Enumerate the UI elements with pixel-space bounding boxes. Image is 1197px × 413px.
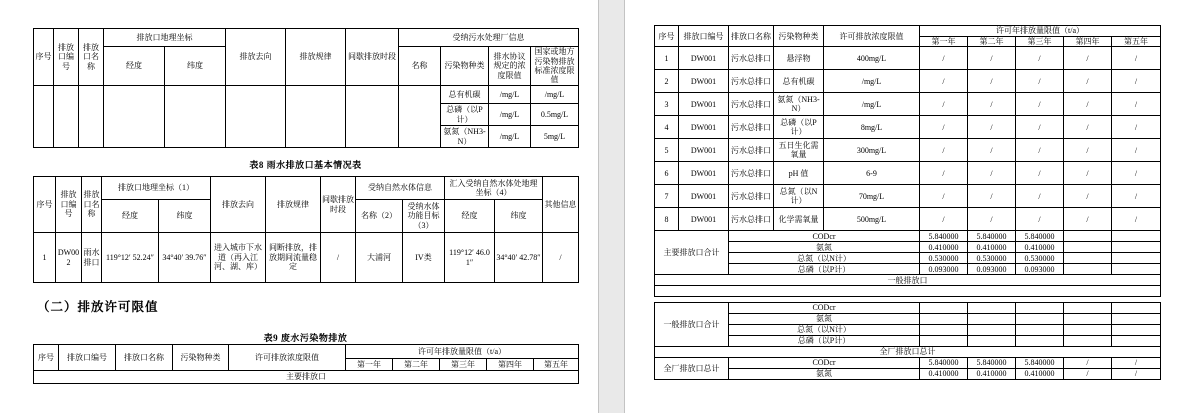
table-cell: 许可年排放量限值（t/a）	[346, 345, 579, 359]
table-cell	[1112, 325, 1161, 336]
table-cell: 经度	[102, 200, 159, 233]
page-gap-divider	[598, 0, 625, 413]
table-cell: 300mg/L	[824, 139, 920, 162]
table-cell: /	[968, 47, 1016, 70]
table-cell: /mg/L	[489, 104, 531, 126]
table-cell: 污水总排口	[729, 70, 774, 93]
table-cell: 氨氮	[729, 314, 920, 325]
table-cell: CODcr	[729, 231, 920, 242]
table-cell	[1064, 253, 1112, 264]
table-cell	[1112, 231, 1161, 242]
table-cell: 5mg/L	[531, 126, 579, 148]
table-cell: 主要排放口	[34, 371, 579, 384]
table-cell: DW001	[679, 185, 729, 208]
table-cell: 总磷（以P计）	[774, 116, 824, 139]
table-cell: 1	[655, 47, 679, 70]
table-cell: 总磷（以P计）	[441, 104, 489, 126]
table-cell	[399, 86, 441, 148]
table-cell: 污水总排口	[729, 139, 774, 162]
table-cell: pH 值	[774, 162, 824, 185]
table-cell: 119°12′ 52.24″	[102, 233, 159, 283]
section-heading-discharge-permit-limits: （二）排放许可限值	[37, 300, 159, 314]
table-cell: 34°40′ 39.76″	[159, 233, 211, 283]
table-cell	[1016, 303, 1064, 314]
table-cell: 排放口地理坐标	[104, 29, 226, 47]
table-cell: 3	[655, 93, 679, 116]
table-cell: 总磷（以P计）	[729, 264, 920, 275]
table-cell	[79, 86, 104, 148]
table-cell: 总磷（以P计）	[729, 336, 920, 347]
table-cell: 全厂排放口总计	[655, 358, 729, 380]
table-cell: 70mg/L	[824, 185, 920, 208]
table-cell	[1064, 242, 1112, 253]
table8-title: 表8 雨水排放口基本情况表	[249, 160, 362, 170]
table-8-rainwater-outlet-basic-info	[33, 176, 579, 283]
table-cell: 受纳水体功能目标（3）	[403, 200, 445, 233]
table-cell: /	[1064, 116, 1112, 139]
table-cell	[920, 336, 968, 347]
table-cell: /	[1016, 70, 1064, 93]
table-cell: 纬度	[159, 200, 211, 233]
table-cell: 排放口编号	[679, 26, 729, 47]
table-cell: /	[1112, 369, 1161, 380]
table-cell: 119°12′ 46.01″	[445, 233, 495, 283]
table-cell: 4	[655, 116, 679, 139]
table-sewage-treatment-plant-info-continued	[33, 28, 579, 148]
table-cell: /	[968, 116, 1016, 139]
table-cell: DW001	[679, 139, 729, 162]
table-cell: 间断排放，排放期间流量稳定	[266, 233, 321, 283]
table-cell: 第五年	[534, 359, 579, 371]
table-cell: 0.093000	[920, 264, 968, 275]
table-cell: 第四年	[487, 359, 534, 371]
table-cell: 2	[655, 70, 679, 93]
table-cell: 排放规律	[266, 177, 321, 233]
table-cell: 污染物种类	[173, 345, 229, 371]
document-page-left	[0, 0, 598, 413]
table-cell: 污水总排口	[729, 47, 774, 70]
document-page-right	[625, 0, 1197, 413]
table-cell: IV类	[403, 233, 445, 283]
table-cell: 氨氮	[729, 242, 920, 253]
table-cell: /	[321, 233, 356, 283]
table-cell: 五日生化需氧量	[774, 139, 824, 162]
table-cell: /	[1112, 93, 1161, 116]
table-cell: DW002	[56, 233, 82, 283]
table-cell: 汇入受纳自然水体处地理坐标（4）	[445, 177, 543, 200]
table-cell: 6	[655, 162, 679, 185]
table-cell: 纬度	[165, 47, 226, 86]
table-cell: 间歇排放时段	[346, 29, 399, 86]
table-cell: 0.410000	[968, 369, 1016, 380]
table-cell: 排放口编号	[56, 177, 82, 233]
table-cell: 第四年	[1064, 37, 1112, 47]
table-cell: 氨氮	[729, 369, 920, 380]
table-9-continued-permitted-limits	[654, 25, 1161, 297]
table-cell: /	[1064, 93, 1112, 116]
table-cell: 纬度	[495, 200, 543, 233]
table-cell: 排放口编号	[54, 29, 79, 86]
table-cell: 其他信息	[543, 177, 579, 233]
table-cell	[920, 303, 968, 314]
table-cell: 序号	[34, 345, 59, 371]
table-cell: 第一年	[920, 37, 968, 47]
table-cell: 污染物种类	[774, 26, 824, 47]
table-cell: DW001	[679, 93, 729, 116]
table-cell: 名称	[399, 47, 441, 86]
table-cell: 悬浮物	[774, 47, 824, 70]
table-9-continued-totals	[654, 302, 1161, 380]
table-cell: 排放口名称	[116, 345, 173, 371]
table-cell: /	[920, 70, 968, 93]
table-cell: 名称（2）	[356, 200, 403, 233]
table-cell: /	[543, 233, 579, 283]
table-cell: /	[968, 185, 1016, 208]
table-cell: 化学需氧量	[774, 208, 824, 231]
table-cell: /	[1064, 208, 1112, 231]
table9-title: 表9 废水污染物排放	[263, 333, 348, 343]
table-cell: 序号	[655, 26, 679, 47]
table-cell: 排放规律	[286, 29, 346, 86]
table-cell	[1064, 314, 1112, 325]
table-cell: /	[1112, 162, 1161, 185]
table-cell	[34, 86, 54, 148]
table-cell: 一般排放口合计	[655, 303, 729, 347]
table-cell: /	[1064, 162, 1112, 185]
table-9-continued-totals	[654, 302, 1161, 380]
table-cell: /	[1064, 47, 1112, 70]
table-cell	[1064, 325, 1112, 336]
table-cell: /	[920, 139, 968, 162]
table-cell: /	[1064, 139, 1112, 162]
table-cell: /	[1064, 369, 1112, 380]
table-cell: 国家或地方污染物排放标准浓度限值	[531, 47, 579, 86]
table-cell	[1016, 325, 1064, 336]
table-cell	[1112, 336, 1161, 347]
table-cell	[286, 86, 346, 148]
table-cell	[54, 86, 79, 148]
table-cell: 6-9	[824, 162, 920, 185]
table-cell: 第二年	[393, 359, 440, 371]
table-cell: /	[1112, 70, 1161, 93]
table-cell	[968, 303, 1016, 314]
table-cell: 第五年	[1112, 37, 1161, 47]
table-cell: 污水总排口	[729, 162, 774, 185]
table-cell: CODcr	[729, 303, 920, 314]
table-cell: 0.410000	[920, 242, 968, 253]
table-9-wastewater-pollutant-discharge	[33, 344, 579, 384]
table-cell: /	[1016, 208, 1064, 231]
table-cell: 许可排放浓度限值	[824, 26, 920, 47]
table-cell	[920, 325, 968, 336]
table-cell: DW001	[679, 70, 729, 93]
table-cell: 序号	[34, 177, 56, 233]
table-cell: 0.410000	[1016, 369, 1064, 380]
table-cell: 全厂排放口总计	[655, 347, 1161, 358]
table-cell: 污水总排口	[729, 116, 774, 139]
table-cell: 34°40′ 42.78″	[495, 233, 543, 283]
table-9-wastewater-pollutant-discharge	[33, 344, 579, 384]
table-cell	[655, 286, 1161, 297]
table-cell: 总氮（以N计）	[729, 253, 920, 264]
table-cell: 5.840000	[968, 358, 1016, 369]
table-cell: /mg/L	[531, 86, 579, 104]
table-cell	[968, 314, 1016, 325]
table-cell	[920, 314, 968, 325]
table-cell: 第二年	[968, 37, 1016, 47]
table-cell	[1112, 253, 1161, 264]
table-cell: /	[968, 208, 1016, 231]
table-cell: 第三年	[440, 359, 487, 371]
table-cell: 8mg/L	[824, 116, 920, 139]
table-cell: 5.840000	[1016, 231, 1064, 242]
table-cell: 总有机碳	[441, 86, 489, 104]
table-cell: 5.840000	[1016, 358, 1064, 369]
table-cell: 0.530000	[920, 253, 968, 264]
table-cell: /	[1112, 139, 1161, 162]
table-cell: 污水总排口	[729, 185, 774, 208]
table-cell: DW001	[679, 208, 729, 231]
table-cell: 0.093000	[968, 264, 1016, 275]
table-cell: 总氮（以N计）	[729, 325, 920, 336]
table-cell: 氨氮（NH3-N）	[774, 93, 824, 116]
table-cell: /	[920, 162, 968, 185]
table-cell: /	[968, 93, 1016, 116]
table-cell: 0.410000	[920, 369, 968, 380]
table-cell	[346, 86, 399, 148]
table-cell: 400mg/L	[824, 47, 920, 70]
table-cell: 受纳污水处理厂信息	[399, 29, 579, 47]
table-cell: 许可年排放量限值（t/a）	[920, 26, 1161, 37]
table-cell: 间歇排放时段	[321, 177, 356, 233]
table-cell: /mg/L	[824, 93, 920, 116]
table-cell: 序号	[34, 29, 54, 86]
table-cell: 5	[655, 139, 679, 162]
table-cell: 排放口地理坐标（1）	[102, 177, 211, 200]
table-cell: /	[1016, 139, 1064, 162]
table-cell: /	[1112, 208, 1161, 231]
table-cell: /	[920, 208, 968, 231]
table-cell: 排放口名称	[82, 177, 102, 233]
table-cell: /	[968, 70, 1016, 93]
table-cell: 污水总排口	[729, 93, 774, 116]
table-cell	[1112, 242, 1161, 253]
table-cell	[165, 86, 226, 148]
table-cell: 5.840000	[968, 231, 1016, 242]
table-cell	[968, 336, 1016, 347]
table-cell: /	[1112, 47, 1161, 70]
table-cell	[1112, 264, 1161, 275]
table-cell	[1112, 314, 1161, 325]
table-cell: 1	[34, 233, 56, 283]
table-cell: /	[968, 162, 1016, 185]
table-sewage-treatment-plant-info-continued	[33, 28, 579, 148]
table-cell: 排放去向	[226, 29, 286, 86]
table-cell: CODcr	[729, 358, 920, 369]
table-cell: 0.530000	[968, 253, 1016, 264]
table-cell: 0.530000	[1016, 253, 1064, 264]
table-cell: 主要排放口合计	[655, 231, 729, 275]
table-cell	[1064, 264, 1112, 275]
table-cell: /	[1016, 93, 1064, 116]
table-cell: /mg/L	[489, 126, 531, 148]
table-cell: 总氮（以N计）	[774, 185, 824, 208]
table-cell: 7	[655, 185, 679, 208]
table-cell: 污染物种类	[441, 47, 489, 86]
table-cell	[1064, 336, 1112, 347]
table-cell: /	[1016, 116, 1064, 139]
table-cell: /	[920, 93, 968, 116]
table-cell: /mg/L	[489, 86, 531, 104]
table-cell	[1064, 303, 1112, 314]
table-cell: 经度	[104, 47, 165, 86]
table-cell: /	[920, 116, 968, 139]
table-cell	[1112, 303, 1161, 314]
table-cell: DW001	[679, 116, 729, 139]
table-cell: 第一年	[346, 359, 393, 371]
table-cell: 雨水排口	[82, 233, 102, 283]
table-cell: 0.5mg/L	[531, 104, 579, 126]
table-8-rainwater-outlet-basic-info	[33, 176, 579, 283]
table-cell: /mg/L	[824, 70, 920, 93]
table-cell	[226, 86, 286, 148]
table-cell: 氨氮（NH3-N）	[441, 126, 489, 148]
table-cell: /	[920, 185, 968, 208]
table-cell: 总有机碳	[774, 70, 824, 93]
table-cell: 经度	[445, 200, 495, 233]
table-cell: 大浦河	[356, 233, 403, 283]
table-cell: 排放口编号	[59, 345, 116, 371]
table-cell: /	[1064, 358, 1112, 369]
table-cell: 8	[655, 208, 679, 231]
table-cell: 许可排放浓度限值	[229, 345, 346, 371]
table-cell: /	[920, 47, 968, 70]
table-cell: 5.840000	[920, 358, 968, 369]
table-cell: 受纳自然水体信息	[356, 177, 445, 200]
table-cell: /	[1016, 185, 1064, 208]
table-cell: /	[1016, 47, 1064, 70]
table-cell: /	[1112, 358, 1161, 369]
table-cell	[1064, 231, 1112, 242]
table-cell	[968, 325, 1016, 336]
table-cell: 污水总排口	[729, 208, 774, 231]
table-cell: DW001	[679, 47, 729, 70]
table-cell: /	[968, 139, 1016, 162]
table-cell: 排放口名称	[729, 26, 774, 47]
table-cell: /	[1016, 162, 1064, 185]
table-cell: 第三年	[1016, 37, 1064, 47]
table-cell	[1016, 314, 1064, 325]
table-cell: DW001	[679, 162, 729, 185]
table-cell: 排水协议规定的浓度限值	[489, 47, 531, 86]
table-cell: 进入城市下水道（再入江河、湖、库）	[211, 233, 266, 283]
table-cell: /	[1064, 70, 1112, 93]
table-cell: 5.840000	[920, 231, 968, 242]
table-cell: 一般排放口	[655, 275, 1161, 286]
table-cell	[1016, 336, 1064, 347]
table-cell: 0.410000	[1016, 242, 1064, 253]
table-cell: /	[1064, 185, 1112, 208]
table-9-continued-permitted-limits	[654, 25, 1161, 297]
table-cell	[104, 86, 165, 148]
table-cell: 排放口名称	[79, 29, 104, 86]
table-cell: /	[1112, 116, 1161, 139]
table-cell: 0.093000	[1016, 264, 1064, 275]
table-cell: /	[1112, 185, 1161, 208]
table-cell: 0.410000	[968, 242, 1016, 253]
table-cell: 500mg/L	[824, 208, 920, 231]
table-cell: 排放去向	[211, 177, 266, 233]
